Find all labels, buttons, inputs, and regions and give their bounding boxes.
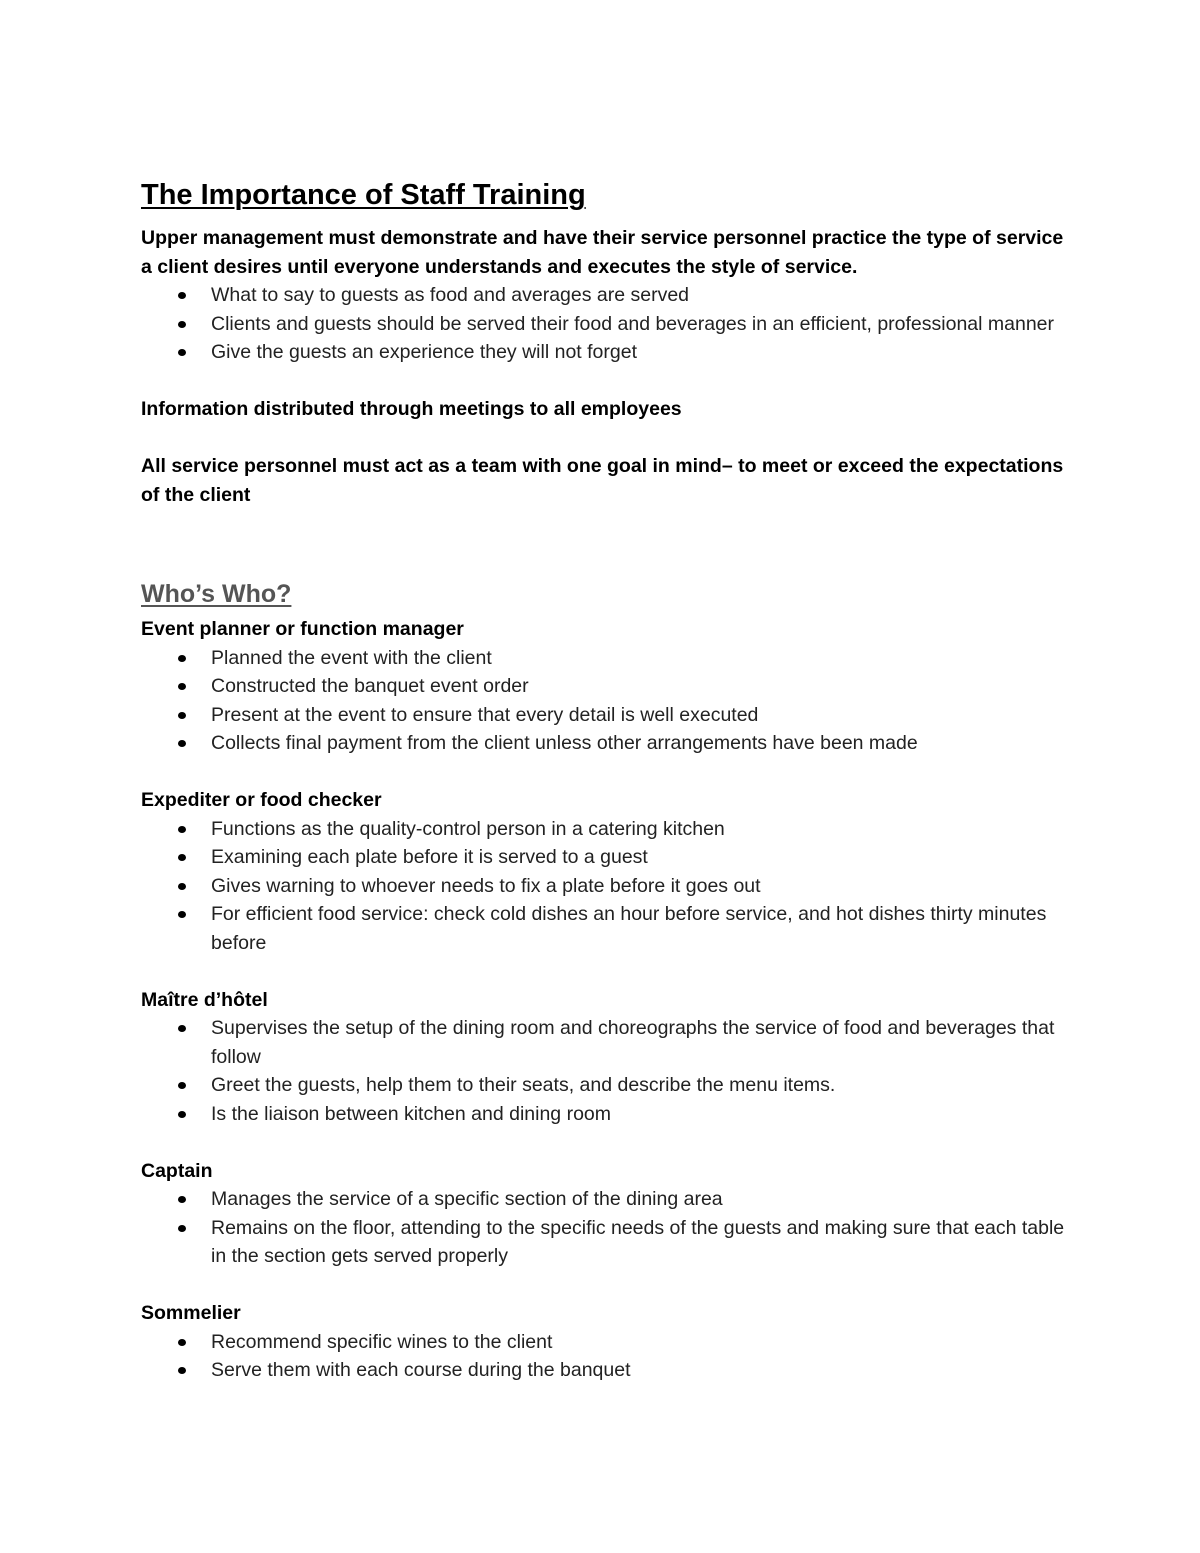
spacer xyxy=(141,957,1066,986)
role-heading: Event planner or function manager xyxy=(141,618,464,640)
list-item: Greet the guests, help them to their seats, and describe the menu items. xyxy=(141,1071,1066,1100)
list-item: Collects final payment from the client unless other arrangements have been made xyxy=(141,729,1066,758)
list-item: Supervises the setup of the dining room and choreographs the service of food and beverages that follow xyxy=(141,1014,1066,1071)
list-item: Planned the event with the client xyxy=(141,644,1066,673)
role-heading: Captain xyxy=(141,1159,213,1182)
list-item: Clients and guests should be served their food and beverages in an efficient, professional manner xyxy=(141,310,1066,339)
spacer xyxy=(141,758,1066,787)
section-title: Who’s Who? xyxy=(141,580,292,608)
role-bullet-list xyxy=(141,644,1066,758)
list-item: Examining each plate before it is served to a guest xyxy=(141,843,1066,872)
role-bullet-list xyxy=(141,1014,1066,1128)
role-heading: Expediter or food checker xyxy=(141,789,382,811)
list-item: Is the liaison between kitchen and dining room xyxy=(141,1100,1066,1129)
document-content xyxy=(141,176,1066,1385)
list-item: Serve them with each course during the banquet xyxy=(141,1356,1066,1385)
spacer xyxy=(141,367,1066,396)
list-item: Gives warning to whoever needs to fix a plate before it goes out xyxy=(141,872,1066,901)
list-item: Constructed the banquet event order xyxy=(141,672,1066,701)
list-item: Recommend specific wines to the client xyxy=(141,1328,1066,1357)
role-bullet-list xyxy=(141,1328,1066,1385)
role-bullet-list xyxy=(141,815,1066,958)
list-item: Present at the event to ensure that every detail is well executed xyxy=(141,701,1066,730)
list-item: Give the guests an experience they will not forget xyxy=(141,338,1066,367)
role-heading: Sommelier xyxy=(141,1302,241,1324)
page-title: The Importance of Staff Training xyxy=(141,179,586,211)
role-heading: Maître d’hôtel xyxy=(141,988,268,1011)
spacer xyxy=(141,1128,1066,1157)
spacer xyxy=(141,424,1066,453)
list-item: For efficient food service: check cold dishes an hour before service, and hot dishes thirty minutes before xyxy=(141,900,1066,957)
intro-paragraph: Upper management must demonstrate and have their service personnel practice the type of service a client desires until everyone understands and executes the style of service. xyxy=(141,227,1064,278)
spacer xyxy=(141,1271,1066,1300)
spacer xyxy=(141,509,1066,577)
list-item: What to say to guests as food and averages are served xyxy=(141,281,1066,310)
list-item: Remains on the floor, attending to the specific needs of the guests and making sure that each table in the section gets served properly xyxy=(141,1214,1066,1271)
list-item: Functions as the quality-control person in a catering kitchen xyxy=(141,815,1066,844)
list-item: Manages the service of a specific section of the dining area xyxy=(141,1185,1066,1214)
team-paragraph: All service personnel must act as a team with one goal in mind– to meet or exceed the expectations of the client xyxy=(141,455,1064,506)
intro-bullet-list xyxy=(141,281,1066,367)
role-bullet-list xyxy=(141,1185,1066,1271)
info-paragraph: Information distributed through meetings to all employees xyxy=(141,398,682,420)
